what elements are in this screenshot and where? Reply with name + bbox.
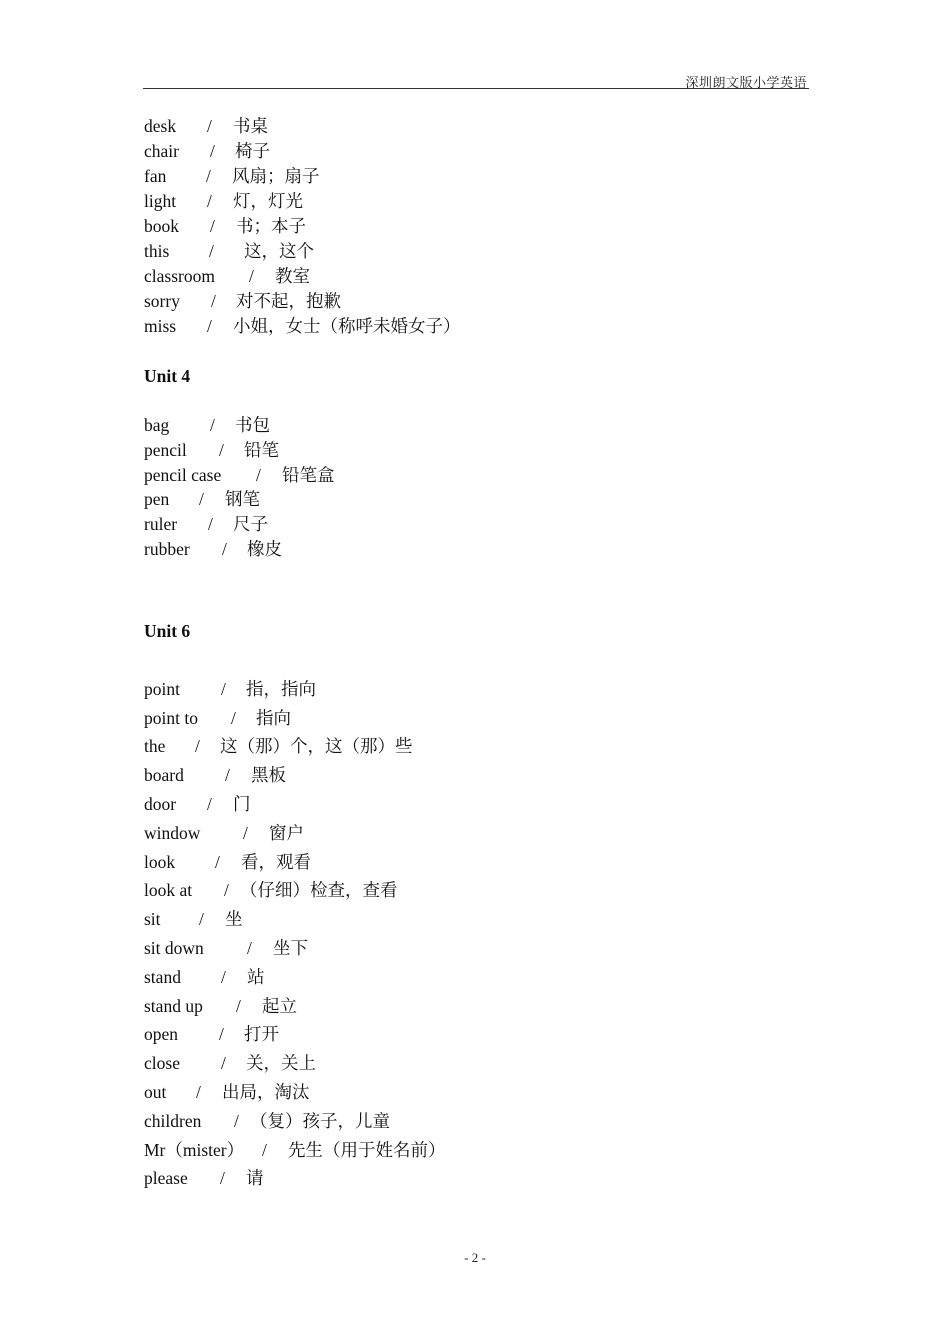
vocab-row: [144, 314, 804, 339]
vocab-chinese: 钢笔: [225, 489, 260, 510]
vocab-english: rubber: [144, 538, 190, 559]
vocab-english: look at: [144, 880, 193, 901]
vocab-separator: /: [262, 1139, 267, 1160]
vocab-chinese: 门: [233, 793, 251, 814]
vocab-separator: /: [221, 1053, 226, 1074]
vocab-english: ruler: [144, 514, 178, 535]
vocab-chinese: （仔细）检查，查看: [240, 880, 398, 901]
vocab-chinese: 起立: [262, 995, 297, 1016]
vocab-row: [144, 487, 804, 512]
vocab-chinese: 出局，淘汰: [222, 1081, 310, 1102]
vocab-english: Mr（mister）: [144, 1139, 245, 1160]
vocab-english: board: [144, 765, 184, 786]
vocab-separator: /: [225, 765, 230, 786]
vocab-separator: /: [207, 793, 212, 814]
vocab-row: [144, 239, 804, 264]
vocab-chinese: （复）孩子，儿童: [250, 1110, 390, 1131]
vocab-separator: /: [221, 966, 226, 987]
vocab-separator: /: [210, 141, 215, 161]
vocab-separator: /: [247, 937, 252, 958]
vocab-english: pen: [144, 489, 170, 510]
vocab-chinese: 窗户: [269, 822, 304, 843]
vocab-row: [144, 164, 804, 189]
document-header-title: 深圳朗文版小学英语: [685, 75, 807, 90]
vocab-row: [144, 934, 804, 963]
vocab-chinese: 教室: [275, 266, 310, 286]
vocab-chinese: 橡皮: [247, 538, 282, 559]
vocab-english: desk: [144, 116, 177, 136]
vocab-separator: /: [207, 316, 212, 336]
vocab-english: open: [144, 1024, 179, 1045]
vocab-chinese: 这（那）个，这（那）些: [220, 736, 413, 757]
vocab-separator: /: [211, 291, 216, 311]
vocab-english: chair: [144, 141, 179, 161]
vocab-row: [144, 819, 804, 848]
vocab-english: pencil: [144, 439, 187, 460]
vocab-separator: /: [243, 822, 248, 843]
vocab-row: [144, 537, 804, 562]
unit-4-title: Unit 4: [144, 366, 191, 386]
vocab-separator: /: [236, 995, 241, 1016]
vocab-row: [144, 761, 804, 790]
vocab-english: the: [144, 736, 166, 757]
vocab-row: [144, 139, 804, 164]
vocab-row: [144, 1078, 804, 1107]
vocab-english: sit down: [144, 937, 204, 958]
vocab-row: [144, 704, 804, 733]
vocab-row: [144, 413, 804, 438]
vocab-english: light: [144, 191, 177, 211]
vocab-separator: /: [222, 538, 227, 559]
vocab-row: [144, 1020, 804, 1049]
vocab-english: please: [144, 1168, 188, 1189]
vocab-row: [144, 876, 804, 905]
vocab-chinese: 看，观看: [241, 851, 311, 872]
vocab-chinese: 铅笔盒: [282, 464, 335, 485]
vocab-separator: /: [195, 736, 200, 757]
vocab-chinese: 对不起，抱歉: [236, 291, 341, 311]
page-number: - 2 -: [464, 1250, 486, 1265]
vocab-row: [144, 905, 804, 934]
vocab-separator: /: [249, 266, 254, 286]
vocab-row: [144, 1136, 804, 1165]
vocab-group-unit-4: [144, 413, 804, 562]
vocab-chinese: 站: [247, 966, 265, 987]
vocab-row: [144, 114, 804, 139]
vocab-separator: /: [207, 116, 212, 136]
vocab-row: [144, 189, 804, 214]
vocab-group-unit-6: [144, 675, 804, 1193]
vocab-chinese: 先生（用于姓名前）: [288, 1139, 446, 1160]
vocab-separator: /: [219, 439, 224, 460]
vocab-separator: /: [208, 514, 213, 535]
vocab-chinese: 打开: [244, 1024, 279, 1045]
vocab-english: book: [144, 216, 179, 236]
vocab-separator: /: [196, 1081, 201, 1102]
vocab-english: children: [144, 1110, 202, 1131]
vocab-row: [144, 963, 804, 992]
vocab-row: [144, 1164, 804, 1193]
vocab-separator: /: [219, 1024, 224, 1045]
vocab-row: [144, 848, 804, 877]
vocab-chinese: 灯，灯光: [233, 191, 303, 211]
vocab-english: look: [144, 851, 176, 872]
vocab-chinese: 请: [246, 1168, 264, 1189]
vocab-row: [144, 1107, 804, 1136]
vocab-chinese: 椅子: [235, 141, 270, 161]
vocab-group-continued: [144, 114, 804, 339]
vocab-chinese: 尺子: [233, 514, 268, 535]
vocab-english: fan: [144, 166, 167, 186]
vocab-english: bag: [144, 415, 170, 435]
vocab-chinese: 书包: [235, 415, 270, 435]
vocab-english: stand up: [144, 995, 203, 1016]
vocab-english: this: [144, 241, 170, 261]
vocab-chinese: 小姐，女士（称呼未婚女子）: [233, 316, 461, 336]
vocab-english: point to: [144, 707, 198, 728]
vocab-english: door: [144, 793, 177, 814]
vocab-row: [144, 1049, 804, 1078]
vocab-chinese: 这，这个: [244, 241, 314, 261]
vocab-chinese: 黑板: [251, 765, 286, 786]
vocab-chinese: 关，关上: [246, 1053, 316, 1074]
vocab-separator: /: [220, 1168, 225, 1189]
vocab-english: stand: [144, 966, 181, 987]
vocab-chinese: 风扇；扇子: [232, 166, 320, 186]
unit-6-title: Unit 6: [144, 620, 191, 641]
vocab-row: [144, 675, 804, 704]
vocab-row: [144, 463, 804, 488]
vocab-row: [144, 512, 804, 537]
vocab-english: classroom: [144, 266, 215, 286]
vocab-separator: /: [215, 851, 220, 872]
vocab-separator: /: [209, 241, 214, 261]
vocab-chinese: 指，指向: [246, 678, 316, 699]
vocab-english: out: [144, 1081, 167, 1102]
vocab-separator: /: [210, 415, 215, 435]
vocab-chinese: 坐: [225, 909, 243, 930]
vocab-row: [144, 214, 804, 239]
vocab-separator: /: [221, 678, 226, 699]
vocab-row: [144, 264, 804, 289]
vocab-english: sit: [144, 909, 161, 930]
vocab-row: [144, 992, 804, 1021]
vocab-separator: /: [256, 464, 261, 485]
vocab-separator: /: [206, 166, 211, 186]
vocab-row: [144, 438, 804, 463]
vocab-row: [144, 790, 804, 819]
vocab-chinese: 书桌: [233, 116, 268, 136]
vocab-english: close: [144, 1053, 180, 1074]
vocab-separator: /: [210, 216, 215, 236]
vocab-row: [144, 289, 804, 314]
vocab-chinese: 指向: [256, 707, 291, 728]
vocabulary-list: [144, 114, 804, 1193]
vocab-separator: /: [199, 489, 204, 510]
vocab-separator: /: [234, 1110, 239, 1131]
vocab-separator: /: [199, 909, 204, 930]
vocab-english: miss: [144, 316, 177, 336]
vocab-chinese: 铅笔: [244, 439, 279, 460]
header-rule: [143, 88, 809, 89]
vocab-separator: /: [224, 880, 229, 901]
vocab-chinese: 书；本子: [236, 216, 306, 236]
vocab-separator: /: [207, 191, 212, 211]
vocab-english: pencil case: [144, 464, 222, 485]
vocab-row: [144, 732, 804, 761]
vocab-english: point: [144, 678, 180, 699]
vocab-english: window: [144, 822, 201, 843]
vocab-separator: /: [231, 707, 236, 728]
vocab-chinese: 坐下: [273, 937, 308, 958]
vocab-english: sorry: [144, 291, 180, 311]
